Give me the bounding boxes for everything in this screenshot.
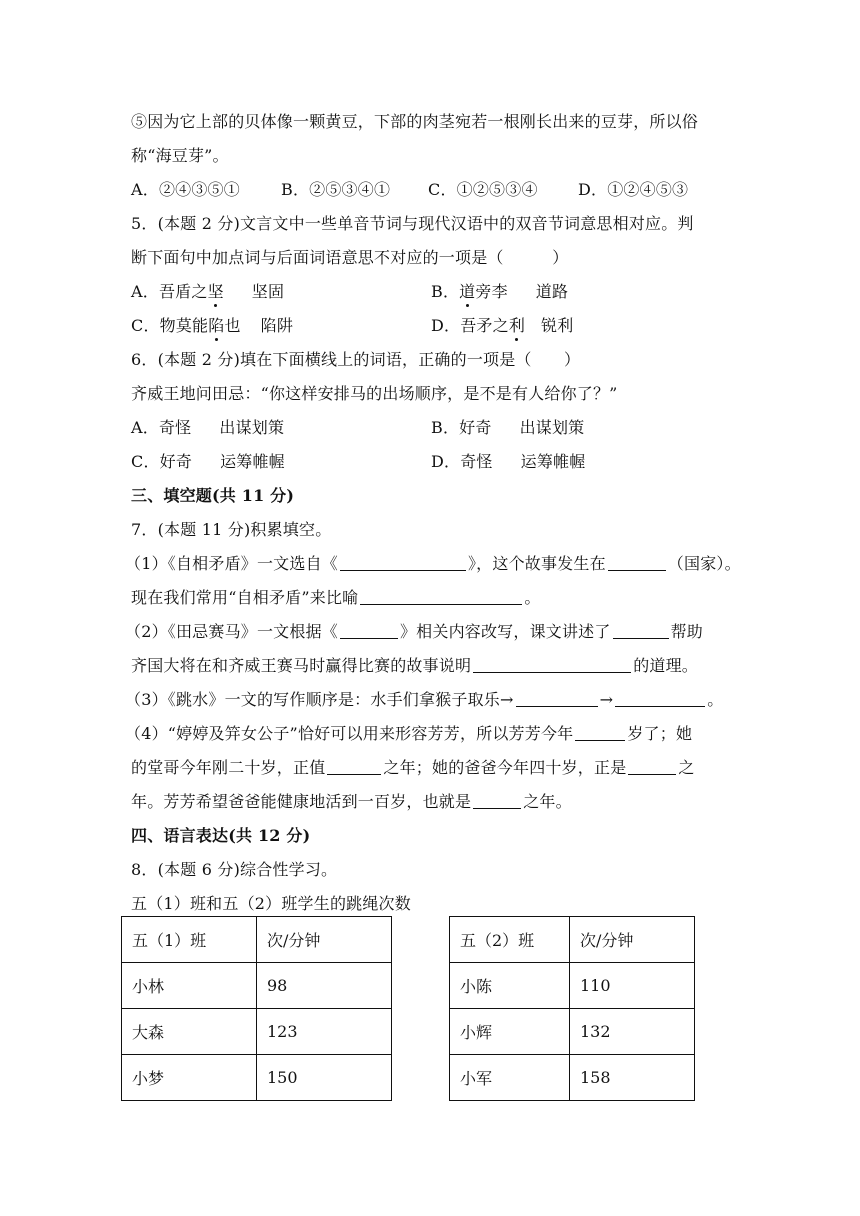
table-header-cell: 五（2）班 xyxy=(450,917,570,963)
jump-count: 98 xyxy=(257,963,392,1009)
student-name: 大森 xyxy=(122,1009,257,1055)
classical-text: 物莫能 xyxy=(159,316,209,335)
q6-option-c xyxy=(131,452,285,472)
statement-5: ⑤因为它上部的贝体像一颗黄豆，下部的肉茎宛若一根刚长出来的豆芽，所以俗 xyxy=(131,112,699,131)
modern-word: 坚固 xyxy=(251,282,285,301)
answer-blank[interactable] xyxy=(608,554,666,571)
table-header-cell: 次/分钟 xyxy=(570,917,695,963)
jump-count: 110 xyxy=(570,963,695,1009)
answer-blank[interactable] xyxy=(516,690,598,707)
q6-sentence: 齐威王地问田忌：“你这样安排马的出场顺序，是不是有人给你了？” xyxy=(131,384,618,403)
answer-blank[interactable] xyxy=(360,588,522,605)
option-letter: B． xyxy=(431,282,460,301)
word-1: 奇怪 xyxy=(460,452,493,471)
table-header-row xyxy=(450,917,695,963)
answer-blank[interactable] xyxy=(340,554,466,571)
dotted-word: 坚 xyxy=(207,282,224,301)
word-1: 奇怪 xyxy=(158,418,192,437)
section-4-title: 四、语言表达(共 12 分) xyxy=(131,826,311,845)
word-2: 出谋划策 xyxy=(519,418,585,437)
q6-option-a xyxy=(131,418,284,438)
class-1-table xyxy=(121,916,392,1101)
option-letter: C． xyxy=(131,452,160,471)
option-letter: D． xyxy=(431,452,461,471)
student-name: 小林 xyxy=(122,963,257,1009)
q6-option-b xyxy=(431,418,584,438)
answer-blank[interactable] xyxy=(613,622,669,639)
table-row xyxy=(122,963,392,1009)
q6-stem: 6．(本题 2 分)填在下面横线上的词语，正确的一项是（ ） xyxy=(131,350,581,369)
table-caption: 五（1）班和五（2）班学生的跳绳次数 xyxy=(131,894,411,913)
modern-word: 锐利 xyxy=(541,316,574,335)
q7-part-2: （2）《田忌赛马》一文根据《 》相关内容改写，课文讲述了 帮助 xyxy=(125,622,703,641)
answer-blank[interactable] xyxy=(615,690,705,707)
word-1: 好奇 xyxy=(159,452,193,471)
q4-option-c: C．①②⑤③④ xyxy=(428,180,538,199)
q7-part-1: （1）《自相矛盾》一文选自《 》，这个故事发生在 （国家）。 xyxy=(125,554,741,573)
q8-stem: 8．(本题 6 分)综合性学习。 xyxy=(131,860,338,879)
q5-option-d xyxy=(431,316,573,336)
table-row xyxy=(122,1055,392,1101)
option-letter: D． xyxy=(431,316,461,335)
answer-blank[interactable] xyxy=(628,758,676,775)
dotted-word: 陷 xyxy=(208,316,225,335)
answer-blank[interactable] xyxy=(473,792,521,809)
q7-part-2-cont: 齐国大将在和齐威王赛马时赢得比赛的故事说明 的道理。 xyxy=(131,656,699,675)
option-letter: A． xyxy=(131,282,159,301)
classical-text: 吾矛之 xyxy=(460,316,509,335)
dotted-word: 利 xyxy=(508,316,526,335)
option-letter: B． xyxy=(431,418,460,437)
table-header-row xyxy=(122,917,392,963)
q7-part-4-end: 年。芳芳希望爸爸能健康地活到一百岁，也就是 之年。 xyxy=(131,792,572,811)
table-header-cell: 次/分钟 xyxy=(257,917,392,963)
word-2: 运筹帷幄 xyxy=(520,452,586,471)
q5-stem-cont: 断下面句中加点词与后面词语意思不对应的一项是（ ） xyxy=(131,248,569,267)
word-2: 运筹帷幄 xyxy=(220,452,285,471)
word-1: 好奇 xyxy=(459,418,492,437)
q4-option-a: A．②④③⑤① xyxy=(131,180,240,199)
student-name: 小陈 xyxy=(450,963,570,1009)
table-row xyxy=(450,1055,695,1101)
jump-count: 158 xyxy=(570,1055,695,1101)
q7-part-3: （3）《跳水》一文的写作顺序是：水手们拿猴子取乐→ → 。 xyxy=(125,690,724,709)
q5-option-a xyxy=(131,282,284,302)
answer-blank[interactable] xyxy=(327,758,381,775)
q5-option-b xyxy=(431,282,568,302)
q5-option-c xyxy=(131,316,293,336)
q7-part-1-cont: 现在我们常用“自相矛盾”来比喻 。 xyxy=(131,588,541,607)
word-2: 出谋划策 xyxy=(219,418,285,437)
statement-5-cont: 称“海豆芽”。 xyxy=(131,146,229,165)
classical-text: 吾盾之 xyxy=(158,282,208,301)
q4-option-b: B．②⑤③④① xyxy=(281,180,391,199)
modern-word: 道路 xyxy=(535,282,569,301)
answer-blank[interactable] xyxy=(575,724,625,741)
q4-option-d: D．①②④⑤③ xyxy=(578,180,689,199)
student-name: 小辉 xyxy=(450,1009,570,1055)
table-header-cell: 五（1）班 xyxy=(122,917,257,963)
answer-blank[interactable] xyxy=(473,656,631,673)
q7-part-4: （4）“婷婷及笄女公子”恰好可以用来形容芳芳，所以芳芳今年 岁了；她 xyxy=(125,724,693,743)
table-row xyxy=(450,1009,695,1055)
student-name: 小梦 xyxy=(122,1055,257,1101)
section-3-title: 三、填空题(共 11 分) xyxy=(131,486,295,505)
table-row xyxy=(450,963,695,1009)
class-2-table xyxy=(449,916,695,1101)
q5-stem: 5．(本题 2 分)文言文中一些单音节词与现代汉语中的双音节词意思相对应。判 xyxy=(131,214,694,233)
answer-blank[interactable] xyxy=(340,622,398,639)
jump-count: 123 xyxy=(257,1009,392,1055)
classical-text: 旁李 xyxy=(475,282,508,301)
table-row xyxy=(122,1009,392,1055)
dotted-word: 道 xyxy=(459,282,476,301)
option-letter: C． xyxy=(131,316,160,335)
jump-count: 132 xyxy=(570,1009,695,1055)
jump-count: 150 xyxy=(257,1055,392,1101)
q7-part-4-cont: 的堂哥今年刚二十岁，正值 之年；她的爸爸今年四十岁，正是 之 xyxy=(131,758,695,777)
student-name: 小军 xyxy=(450,1055,570,1101)
classical-text: 也 xyxy=(224,316,241,335)
q7-stem: 7．(本题 11 分)积累填空。 xyxy=(131,520,332,539)
q6-option-d xyxy=(431,452,585,472)
option-letter: A． xyxy=(131,418,159,437)
modern-word: 陷阱 xyxy=(260,316,294,335)
